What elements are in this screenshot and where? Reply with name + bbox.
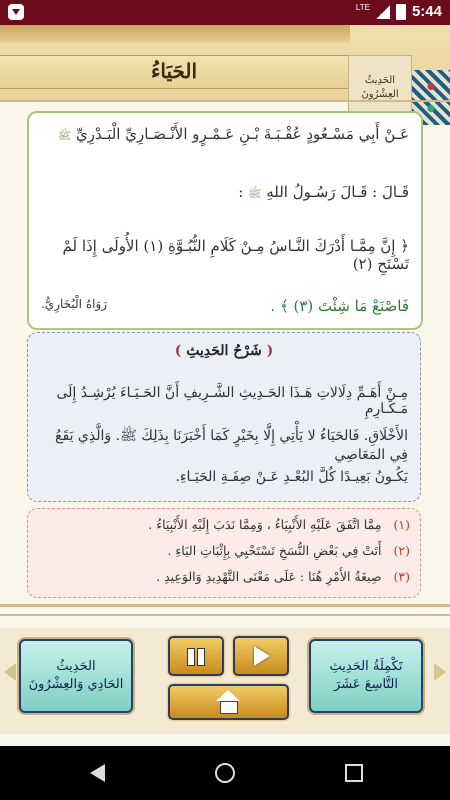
right-arrow-icon	[434, 663, 446, 681]
divider	[0, 614, 450, 616]
header-stripe	[0, 25, 350, 43]
network-type: LTE	[355, 3, 370, 12]
footnote-number: (١)	[393, 517, 410, 532]
logo-line1: الحَدِيثُ	[364, 75, 396, 86]
quote-line-1: ﴿ إِنَّ مِمَّـا أَدْرَكَ النَّـاسُ مِـنْ كَلَامِ النُّبُـوَّةِ (١) الأُولَى إِذَا لَمْ تَسْتَحِ (٢)	[62, 237, 409, 273]
footnote-text: أَتَتْ فِي بَعْضِ النُّسَخِ تَسْتَحْيِي بِإِثْبَاتِ اليَاءِ .	[167, 543, 382, 558]
pause-icon	[187, 648, 195, 666]
play-button[interactable]	[233, 636, 289, 676]
system-nav-bar	[0, 746, 450, 800]
divider	[0, 604, 450, 607]
pause-button[interactable]	[168, 636, 224, 676]
footnotes-card	[27, 508, 421, 598]
hadith-card	[27, 111, 423, 330]
quote-line-2	[41, 297, 409, 315]
recent-apps-icon[interactable]	[345, 764, 363, 782]
quote-line-2-text: فَاصْنَعْ مَا شِئْتَ (٣) ﴾ .	[270, 297, 409, 315]
next-label-line1: تَكْمِلَةُ الحَدِيثِ	[329, 659, 403, 674]
status-bar	[0, 0, 450, 25]
next-hadith-button[interactable]	[309, 639, 423, 713]
play-icon	[254, 646, 270, 666]
said-line	[41, 183, 409, 203]
explanation-line: الأَخْلَاقِ. فَالحَيَاءُ لا يَأْتِي إِلَّا بِخَيْرٍ كَمَا أَخْبَرَنَا بِذَلِكَ ﷺ. وَالَّذِي يَقَعُ فِي المَعَاصِي	[55, 428, 408, 463]
next-label-line2: التَّاسِعَ عَشَرَ	[334, 677, 398, 692]
logo-line2: العِشْرُونَ	[361, 89, 399, 100]
hadith-source: رَوَاهُ الْبُخَارِيُّ.	[41, 297, 108, 311]
prev-label-line2: الحَادِي وَالعِشْرُونَ	[28, 677, 124, 692]
notification-icon	[8, 4, 24, 20]
home-icon	[216, 690, 240, 701]
explanation-card	[27, 332, 421, 502]
bottom-controls	[0, 628, 450, 734]
previous-hadith-button[interactable]	[19, 639, 133, 713]
footnote-number: (٢)	[393, 543, 410, 558]
home-button[interactable]	[168, 684, 289, 720]
explanation-line: مِـنْ أَهَـمِّ دِلَالاتِ هَـذَا الحَـدِيثِ الشَّـرِيفِ أَنَّ الحَـيَـاءَ يُرْشِـدُ إِلَى مَـكَـارِمِ	[56, 385, 408, 417]
battery-icon	[396, 4, 406, 20]
back-icon[interactable]	[90, 764, 105, 782]
footnote	[38, 543, 410, 558]
signal-icon	[376, 5, 390, 19]
explanation-heading: ( شَرْحُ الحَدِيثِ )	[174, 343, 274, 359]
left-arrow-icon	[4, 663, 16, 681]
header	[0, 25, 450, 100]
said-text: قَـالَ : قَـالَ رَسُـولُ اللهِ	[266, 183, 409, 201]
status-icons	[356, 3, 442, 20]
pause-icon	[197, 648, 205, 666]
divider	[0, 100, 450, 102]
explanation-line: يَكُـونُ بَعِيـدًا كُلَّ البُعْـدِ عَـنْ صِفَـةِ الحَيَـاءِ.	[175, 469, 408, 485]
footnote-number: (٣)	[393, 569, 410, 584]
footnote	[38, 517, 410, 532]
home-icon-body	[220, 701, 238, 714]
honorific-icon: ﷺ	[248, 187, 262, 200]
said-end: :	[238, 183, 244, 201]
narrator-line	[41, 125, 409, 145]
home-circle-icon[interactable]	[215, 763, 235, 783]
footnote-text: مِمَّا اتَّفَقَ عَلَيْهِ الأَنْبِيَاءُ ، وَمِمَّا نَدَبَ إِلَيْهِ الأَنْبِيَاءُ .	[148, 517, 382, 532]
footnote-text: صِيغَةُ الأَمْرِ هُنَا : عَلَى مَعْنَى التَّهْدِيدِ وَالوَعِيدِ .	[156, 569, 382, 584]
clock: 5:44	[411, 3, 442, 20]
prev-label-line1: الحَدِيثُ	[56, 659, 96, 674]
footnote	[38, 569, 410, 584]
page-title: الحَيَاءُ	[150, 59, 198, 83]
honorific-icon: ﷺ	[57, 129, 72, 142]
narrator-text: عَـنْ أَبِي مَسْـعُودٍ عُقْـبَـةَ بْـنِ عَـمْـرٍو الأَنْـصَـارِيِّ الْبَـدْرِيِّ	[75, 125, 409, 143]
explanation-heading-text: شَرْحُ الحَدِيثِ	[186, 343, 262, 359]
